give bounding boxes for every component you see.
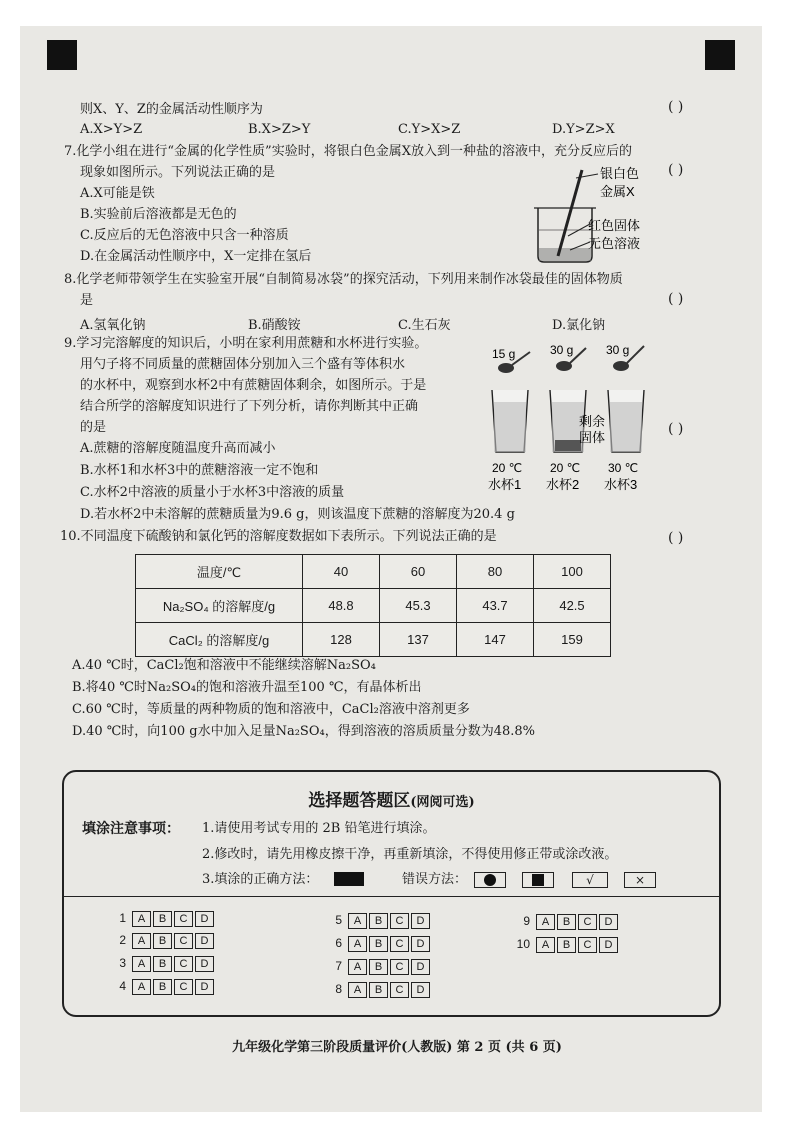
answer-row-1[interactable]	[112, 911, 216, 927]
alignment-mark-right	[705, 40, 735, 70]
q7-line1: 7.化学小组在进行“金属的化学性质”实验时，将银白色金属X放入到一种盐的溶液中，充分反应后的	[64, 144, 632, 159]
q6-answer-paren: ( )	[668, 99, 684, 115]
note-1: 1.请使用考试专用的 2B 铅笔进行填涂。	[202, 821, 436, 836]
answer-row-5[interactable]	[328, 913, 432, 929]
q9-residue-label-1: 剩余	[579, 414, 606, 429]
q9-temp-1: 20 ℃	[492, 461, 523, 475]
bubble-d[interactable]: D	[195, 979, 214, 995]
q10-option-a: A.40 ℃时，CaCl₂饱和溶液中不能继续溶解Na₂SO₄	[72, 658, 376, 673]
q7-option-b: B.实验前后溶液都是无色的	[80, 207, 237, 222]
bubble-c[interactable]: C	[390, 982, 409, 998]
row-number: 8	[335, 982, 342, 996]
q6-option-d: D.Y>Z>X	[552, 122, 615, 137]
bubble-d[interactable]: D	[195, 911, 214, 927]
answer-row-7[interactable]	[328, 959, 432, 975]
bubble-d[interactable]: D	[599, 937, 618, 953]
q9-mass-2: 30 g	[550, 343, 574, 357]
q7-answer-paren: ( )	[668, 162, 684, 178]
answer-area	[62, 770, 721, 1017]
q10-option-c: C.60 ℃时，等质量的两种物质的饱和溶液中，CaCl₂溶液中溶剂更多	[72, 702, 470, 717]
solubility-table	[135, 554, 611, 657]
row-number: 6	[335, 936, 342, 950]
bubble-a[interactable]: A	[536, 914, 555, 930]
table-row	[136, 623, 611, 657]
q7-figure-label-metal-2: 金属X	[600, 184, 635, 199]
q9-mass-1: 15 g	[492, 347, 516, 361]
notes-label: 填涂注意事项：	[82, 821, 180, 837]
bubble-a[interactable]: A	[348, 913, 367, 929]
bubble-d[interactable]: D	[195, 956, 214, 972]
table-cell: 43.7	[457, 589, 534, 623]
answer-row-3[interactable]	[112, 956, 216, 972]
row-number: 3	[119, 956, 126, 970]
answer-row-9[interactable]	[516, 914, 620, 930]
table-cell: 60	[380, 555, 457, 589]
table-cell: 40	[303, 555, 380, 589]
q9-residue-label-2: 固体	[579, 430, 606, 445]
answer-row-6[interactable]	[328, 936, 432, 952]
q9-cup-label-2: 水杯2	[546, 477, 580, 492]
table-cell: 147	[457, 623, 534, 657]
row-number: 9	[523, 914, 530, 928]
bubble-a[interactable]: A	[348, 936, 367, 952]
table-cell: 温度/℃	[136, 555, 303, 589]
bubble-b[interactable]: B	[369, 913, 388, 929]
table-cell: 159	[534, 623, 611, 657]
correct-fill-sample	[334, 872, 364, 886]
cup-3	[608, 390, 644, 452]
q7-line2: 现象如图所示。下列说法正确的是	[80, 165, 276, 180]
table-cell: 100	[534, 555, 611, 589]
q10-option-d: D.40 ℃时，向100 g水中加入足量Na₂SO₄，得到溶液的溶质质量分数为48.8%	[72, 724, 535, 739]
q8-option-d: D.氯化钠	[552, 318, 606, 333]
bubble-b[interactable]: B	[153, 933, 172, 949]
bubble-a[interactable]: A	[132, 979, 151, 995]
wrong-method-label: 错误方法：	[402, 872, 468, 887]
q9-line4: 结合所学的溶解度知识进行了下列分析，请你判断其中正确	[80, 399, 419, 414]
bubble-d[interactable]: D	[411, 936, 430, 952]
q7-figure-label-metal-1: 银白色	[600, 166, 640, 181]
bubble-b[interactable]: B	[153, 956, 172, 972]
q7-option-d: D.在金属活动性顺序中，X一定排在氢后	[80, 249, 312, 264]
q7-option-a: A.X可能是铁	[80, 186, 155, 201]
q10-answer-paren: ( )	[668, 530, 684, 546]
q10-option-b: B.将40 ℃时Na₂SO₄的饱和溶液升温至100 ℃，有晶体析出	[72, 680, 422, 695]
wrong-sample-check: √	[572, 872, 608, 888]
wrong-sample-half	[522, 872, 554, 888]
bubble-c[interactable]: C	[174, 979, 193, 995]
answer-row-2[interactable]	[112, 933, 216, 949]
row-number: 5	[335, 913, 342, 927]
wrong-sample-cross: ×	[624, 872, 656, 888]
row-number: 7	[335, 959, 342, 973]
answer-area-divider	[64, 896, 719, 897]
q6-stem-end: 则X、Y、Z的金属活动性顺序为	[80, 102, 263, 117]
bubble-d[interactable]: D	[195, 933, 214, 949]
bubble-d[interactable]: D	[411, 959, 430, 975]
table-cell: Na₂SO₄ 的溶解度/g	[136, 589, 303, 623]
q9-option-c: C.水杯2中溶液的质量小于水杯3中溶液的质量	[80, 485, 345, 500]
q9-line1: 9.学习完溶解度的知识后，小明在家利用蔗糖和水杯进行实验。	[64, 336, 428, 351]
q9-answer-paren: ( )	[668, 421, 684, 437]
bubble-c[interactable]: C	[578, 937, 597, 953]
bubble-c[interactable]: C	[174, 933, 193, 949]
row-number: 2	[119, 933, 126, 947]
note-2: 2.修改时，请先用橡皮擦干净，再重新填涂，不得使用修正带或涂改液。	[202, 847, 618, 862]
q9-temp-3: 30 ℃	[608, 461, 639, 475]
bubble-a[interactable]: A	[348, 959, 367, 975]
bubble-b[interactable]: B	[369, 982, 388, 998]
q9-option-d: D.若水杯2中未溶解的蔗糖质量为9.6 g，则该温度下蔗糖的溶解度为20.4 g	[80, 507, 515, 522]
answer-area-note: (网阅可选)	[410, 795, 475, 810]
bubble-c[interactable]: C	[578, 914, 597, 930]
q7-figure-label-solution: 无色溶液	[588, 236, 641, 251]
answer-area-heading	[64, 786, 719, 811]
bubble-a[interactable]: A	[536, 937, 555, 953]
row-number: 1	[119, 911, 126, 925]
bubble-c[interactable]: C	[390, 913, 409, 929]
bubble-d[interactable]: D	[411, 982, 430, 998]
table-cell: 137	[380, 623, 457, 657]
table-cell: 80	[457, 555, 534, 589]
q9-cups-figure	[484, 340, 664, 495]
note-3: 3.填涂的正确方法：	[202, 872, 319, 887]
q9-temp-2: 20 ℃	[550, 461, 581, 475]
bubble-b[interactable]: B	[557, 914, 576, 930]
table-cell: 42.5	[534, 589, 611, 623]
q8-line2: 是	[80, 293, 94, 308]
bubble-b[interactable]: B	[153, 979, 172, 995]
q7-option-c: C.反应后的无色溶液中只含一种溶质	[80, 228, 289, 243]
table-row	[136, 589, 611, 623]
q10-stem: 10.不同温度下硫酸钠和氯化钙的溶解度数据如下表所示。下列说法正确的是	[60, 529, 497, 544]
q9-line3: 的水杯中，观察到水杯2中有蔗糖固体剩余，如图所示。于是	[80, 378, 427, 393]
row-number: 4	[119, 979, 126, 993]
bubble-a[interactable]: A	[348, 982, 367, 998]
q6-option-b: B.X>Z>Y	[248, 122, 311, 137]
answer-area-title: 选择题答题区	[308, 791, 411, 811]
q8-option-a: A.氢氧化钠	[80, 318, 146, 333]
bubble-a[interactable]: A	[132, 956, 151, 972]
bubble-c[interactable]: C	[174, 911, 193, 927]
alignment-mark-left	[47, 40, 77, 70]
row-number: 10	[516, 937, 530, 951]
bubble-a[interactable]: A	[132, 933, 151, 949]
q9-option-b: B.水杯1和水杯3中的蔗糖溶液一定不饱和	[80, 463, 319, 478]
bubble-d[interactable]: D	[411, 913, 430, 929]
q9-cup-label-1: 水杯1	[488, 477, 522, 492]
q9-mass-3: 30 g	[606, 343, 630, 357]
bubble-a[interactable]: A	[132, 911, 151, 927]
table-header-row	[136, 555, 611, 589]
q9-cup-label-3: 水杯3	[604, 477, 638, 492]
table-cell: 128	[303, 623, 380, 657]
bubble-b[interactable]: B	[369, 936, 388, 952]
answer-row-10[interactable]	[510, 937, 620, 953]
q8-answer-paren: ( )	[668, 291, 684, 307]
bubble-b[interactable]: B	[557, 937, 576, 953]
q8-option-c: C.生石灰	[398, 318, 451, 333]
table-cell: 48.8	[303, 589, 380, 623]
q7-figure-label-red-solid: 红色固体	[588, 218, 641, 233]
answer-row-8[interactable]	[328, 982, 432, 998]
table-cell: 45.3	[380, 589, 457, 623]
bubble-d[interactable]: D	[599, 914, 618, 930]
q6-option-c: C.Y>X>Z	[398, 122, 461, 137]
bubble-c[interactable]: C	[390, 936, 409, 952]
bubble-c[interactable]: C	[174, 956, 193, 972]
q7-beaker-figure	[520, 160, 680, 270]
q9-line2: 用勺子将不同质量的蔗糖固体分别加入三个盛有等体积水	[80, 357, 406, 372]
page-footer: 九年级化学第三阶段质量评价(人教版) 第 2 页 (共 6 页)	[232, 1040, 562, 1055]
bubble-b[interactable]: B	[369, 959, 388, 975]
q9-line5: 的是	[80, 420, 107, 435]
q8-line1: 8.化学老师带领学生在实验室开展“自制简易冰袋”的探究活动，下列用来制作冰袋最佳的固体物质	[64, 272, 623, 287]
bubble-b[interactable]: B	[153, 911, 172, 927]
answer-row-4[interactable]	[112, 979, 216, 995]
q6-option-a: A.X>Y>Z	[80, 122, 143, 137]
bubble-c[interactable]: C	[390, 959, 409, 975]
q9-option-a: A.蔗糖的溶解度随温度升高而减小	[80, 441, 276, 456]
cup-1	[492, 390, 528, 452]
wrong-sample-circle	[474, 872, 506, 888]
table-cell: CaCl₂ 的溶解度/g	[136, 623, 303, 657]
q8-option-b: B.硝酸铵	[248, 318, 301, 333]
